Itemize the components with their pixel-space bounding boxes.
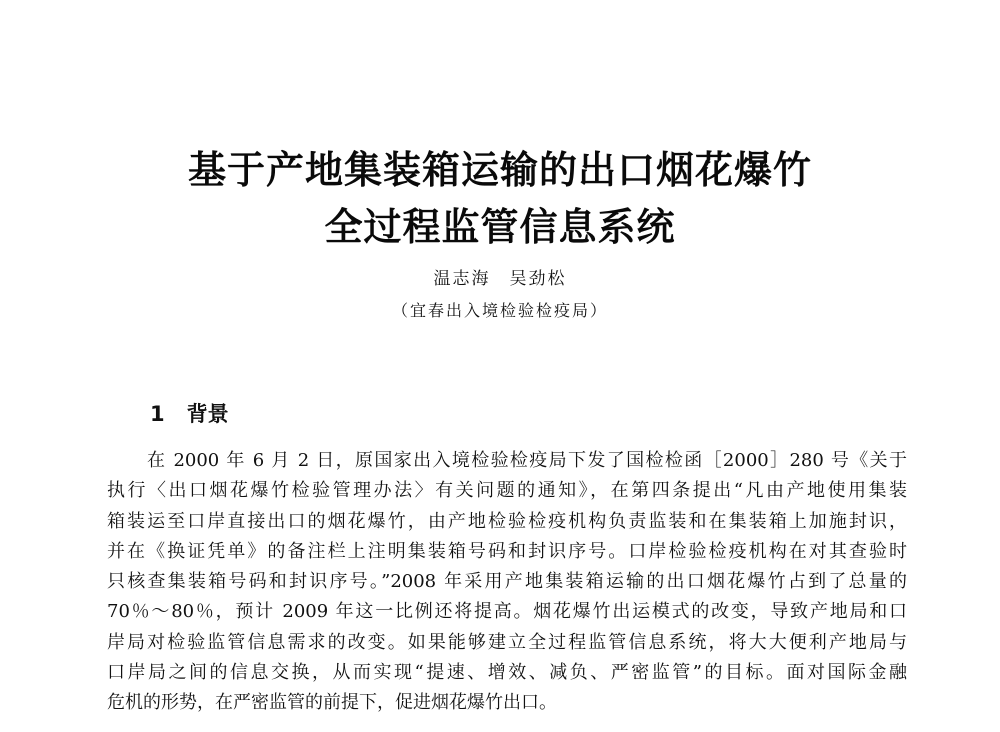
- section-heading: [150, 400, 229, 428]
- body-paragraph: [107, 446, 907, 719]
- paragraph-line: 并在《换证凭单》的备注栏上注明集装箱号码和封识序号。口岸检验检疫机构在对其查验时: [107, 540, 907, 562]
- section-title: 背景: [186, 402, 229, 426]
- paper-affiliation: （宜春出入境检验检疫局）: [391, 301, 608, 320]
- paragraph-line: 只核查集装箱号码和封识序号。”2008 年采用产地集装箱运输的出口烟花爆竹占到了总量的: [107, 571, 907, 593]
- paragraph-line: 在 2000 年 6 月 2 日，原国家出入境检验检疫局下发了国检检函［2000］280 号《关于: [147, 450, 907, 471]
- section-number: 1: [150, 402, 165, 426]
- paragraph-line: 危机的形势，在严密监管的前提下，促进烟花爆竹出口。: [107, 692, 557, 714]
- paragraph-line: 岸局对检验监管信息需求的改变。如果能够建立全过程监管信息系统，将大大便利产地局与: [107, 631, 907, 653]
- paper-authors: 温志海 吴劲松: [433, 269, 567, 289]
- paragraph-line: 70％～80％，预计 2009 年这一比例还将提高。烟花爆竹出运模式的改变，导致产地局和口: [107, 601, 907, 623]
- paragraph-line: 口岸局之间的信息交换，从而实现“提速、增效、减负、严密监管”的目标。面对国际金融: [107, 662, 907, 684]
- paragraph-line: 执行〈出口烟花爆竹检验管理办法〉有关问题的通知》，在第四条提出“凡由产地使用集装: [107, 480, 907, 502]
- paper-title-line-2: 全过程监管信息系统: [324, 205, 676, 249]
- paper-title-line-1: 基于产地集装箱运输的出口烟花爆竹: [187, 148, 812, 192]
- paragraph-line: 箱装运至口岸直接出口的烟花爆竹，由产地检验检疫机构负责监装和在集装箱上加施封识，: [107, 510, 907, 532]
